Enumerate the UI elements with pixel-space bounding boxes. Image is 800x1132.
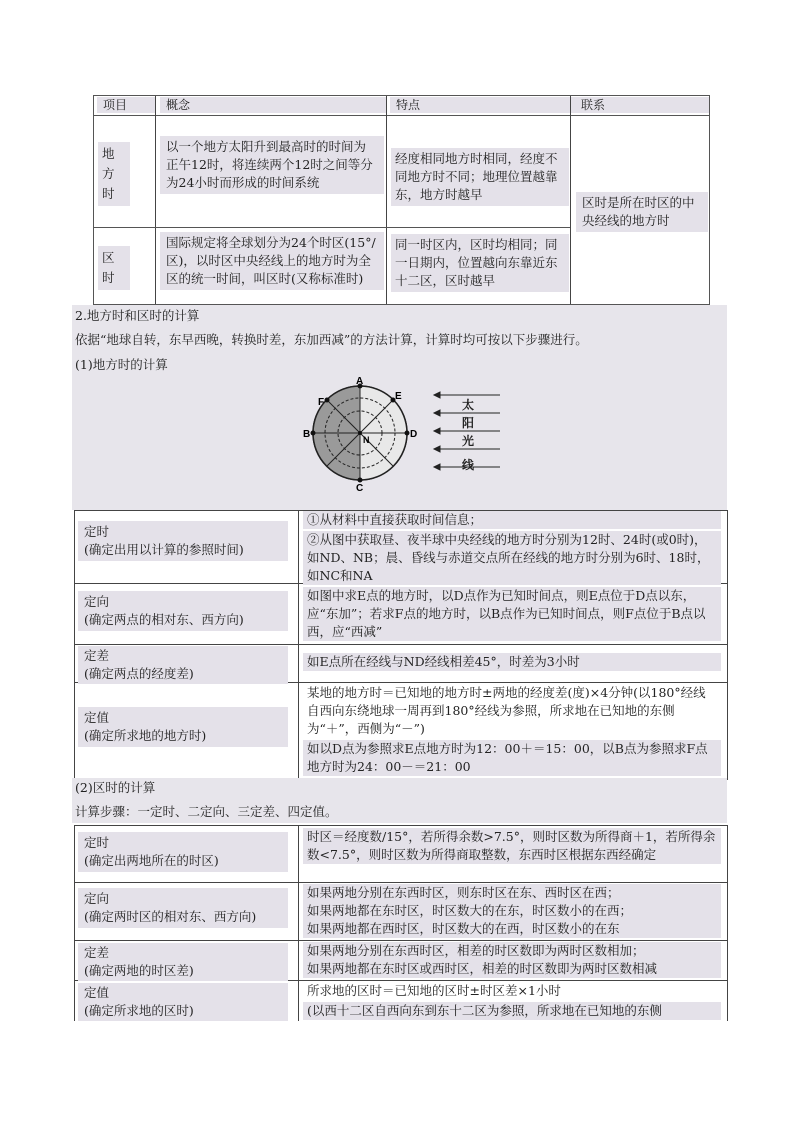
zone-step-set-value [78, 983, 288, 1021]
zone-step-set-direction [78, 888, 288, 928]
step-set-direction [78, 591, 288, 631]
step-label: 定值 [84, 985, 110, 1000]
point-a-label: A [356, 376, 364, 387]
step-label: 定差 [84, 945, 110, 960]
header-item: 项目 [97, 97, 155, 113]
step-set-time-content [303, 511, 721, 585]
row-divider [75, 644, 727, 645]
step-label: 定向 [84, 594, 110, 609]
row-item-local-time: 地 方 时 [98, 142, 130, 206]
zone-step-set-direction-content [303, 884, 721, 938]
zone-time-concept: 国际规定将全球划分为24个时区(15°/区)，以时区中央经线上的地方时为全区的统一时间，叫区时(又称标准时) [160, 232, 384, 290]
sunlight-char-3: 光 [461, 434, 474, 448]
step-set-value [78, 707, 288, 747]
point-b-label: B [303, 429, 311, 440]
step-desc: (确定两点的经度差) [84, 666, 194, 681]
content-line: 某地的地方时＝已知地的地方时±两地的经度差(度)×4分钟(以180°经线自西向东绕地球一周再到180°经线为参照，所求地在已知地的东侧为“＋”，西侧为“－”) [307, 685, 706, 736]
sunlight-char-1: 太 [461, 398, 474, 412]
content-line: ②从图中获取昼、夜半球中央经线的地方时分别为12时、24时(或0时)，如ND、NB；晨、昏线与赤道交点所在经线的地方时分别为6时、18时，如NC和NA [303, 531, 721, 585]
sunlight-char-4: 线 [461, 458, 474, 472]
content-line: 如果两地都在西时区，时区数大的在西，时区数小的在东 [307, 921, 620, 936]
step-label: 定差 [84, 648, 110, 663]
content-line: 如果两地都在东时区，时区数大的在东，时区数小的在西； [307, 903, 633, 918]
col-divider [298, 826, 299, 1021]
header-feature: 特点 [390, 97, 576, 113]
step-desc: (确定出两地所在的时区) [84, 853, 219, 868]
header-concept: 概念 [160, 97, 386, 113]
point-d-label: D [410, 429, 418, 440]
sunlight-char-2: 阳 [461, 416, 474, 430]
row-divider [94, 227, 570, 228]
point-f-label: F [318, 397, 325, 408]
step-label: 定时 [84, 524, 110, 539]
col-divider [298, 511, 299, 779]
content-line: 如果两地分别在东西时区，则东时区在东、西时区在西； [307, 885, 620, 900]
content-line: ①从材料中直接获取时间信息； [303, 511, 721, 529]
relation-cell: 区时是所在时区的中央经线的地方时 [576, 192, 708, 232]
step-set-difference [78, 646, 288, 684]
table-header-row [94, 96, 709, 116]
concept-table [93, 95, 710, 305]
step-desc: (确定所求地的区时) [84, 1003, 194, 1018]
step-desc: (确定所求地的地方时) [84, 728, 207, 743]
zone-step-set-difference-content [303, 942, 721, 978]
section2-intro: 依据“地球自转，东早西晚，转换时差，东加西减”的方法计算，计算时均可按以下步骤进行。 [75, 332, 588, 347]
col-divider [570, 96, 571, 304]
zone-step-set-time-content: 时区＝经度数/15°，若所得余数>7.5°，则时区数为所得商＋1，若所得余数<7.5°，则时区数为所得商取整数，东西时区根据东西经确定 [303, 828, 721, 864]
col-divider [155, 96, 156, 304]
subsection-zone-time: (2)区时的计算 [75, 780, 156, 795]
zone-time-steps-table [74, 825, 728, 1021]
local-time-feature: 经度相同地方时相同，经度不同地方时不同；地理位置越靠东，地方时越早 [391, 148, 569, 206]
local-time-concept: 以一个地方太阳升到最高时的时间为正午12时，将连续两个12时之间等分为24小时而形成的时间系统 [160, 136, 384, 194]
row-divider [75, 940, 727, 941]
step-set-time [78, 521, 288, 561]
content-line: 如以D点为参照求E点地方时为12：00＋＝15：00，以B点为参照求F点地方时为24：00－＝21：00 [303, 740, 721, 776]
row-divider [75, 882, 727, 883]
col-divider [386, 96, 387, 304]
zone-step-set-time [78, 832, 288, 872]
point-c-label: C [356, 483, 364, 494]
content-line: 如果两地都在东时区或西时区，相差的时区数即为两时区数相减 [307, 961, 658, 976]
step-desc: (确定两地的时区差) [84, 963, 194, 978]
local-time-steps-table [74, 510, 728, 780]
step-desc: (确定出用以计算的参照时间) [84, 542, 244, 557]
zone-step-set-value-content [303, 982, 721, 1020]
zone-time-steps: 计算步骤：一定时、二定向、三定差、四定值。 [75, 804, 338, 819]
content-line: 所求地的区时＝已知地的区时±时区差×1小时 [307, 983, 561, 998]
content-line: 如果两地分别在东西时区，相差的时区数即为两时区数相加； [307, 943, 645, 958]
step-desc: (确定两点的相对东、西方向) [84, 612, 244, 627]
step-label: 定值 [84, 710, 110, 725]
header-relation: 联系 [575, 97, 709, 113]
step-set-direction-content: 如图中求E点的地方时，以D点作为已知时间点，则E点位于D点以东，应“东加”；若求F点的地方时，以B点作为已知时间点，则F点位于B点以西，应“西减” [303, 587, 721, 641]
zone-time-feature: 同一时区内，区时均相同；同一日期内，位置越向东靠近东十二区，区时越早 [391, 234, 569, 292]
step-set-value-content [303, 684, 721, 776]
zone-step-set-difference [78, 943, 288, 981]
step-set-difference-content: 如E点所在经线与ND经线相差45°，时差为3小时 [303, 653, 721, 671]
point-e-label: E [395, 391, 402, 402]
step-label: 定向 [84, 891, 110, 906]
section2-title: 2.地方时和区时的计算 [75, 308, 200, 323]
content-line: (以西十二区自西向东到东十二区为参照，所求地在已知地的东侧 [303, 1002, 721, 1020]
row-item-zone-time: 区 时 [98, 246, 130, 290]
subsection-local-time: (1)地方时的计算 [75, 357, 168, 372]
point-n-label: N [363, 435, 370, 445]
step-label: 定时 [84, 835, 110, 850]
step-desc: (确定两时区的相对东、西方向) [84, 909, 257, 924]
